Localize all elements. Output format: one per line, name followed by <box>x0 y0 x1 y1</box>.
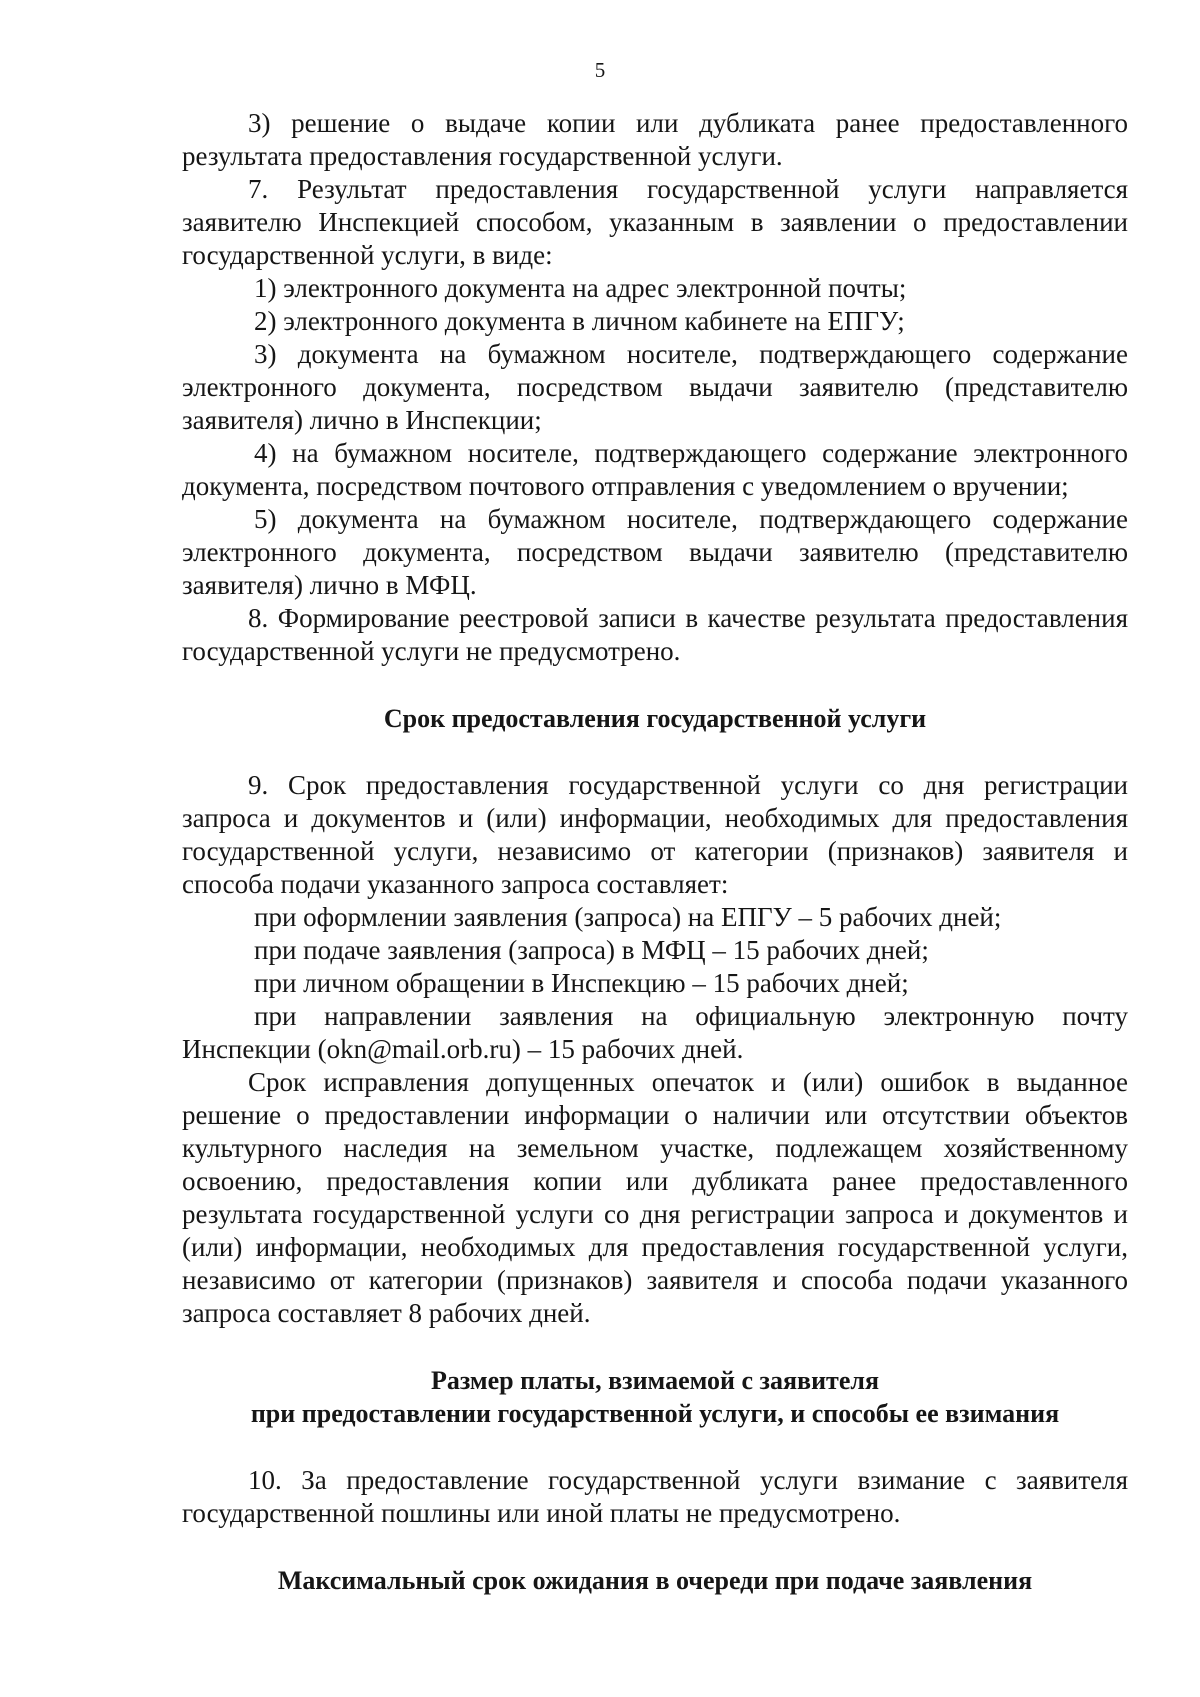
heading-service-term: Срок предоставления государственной услуги <box>383 704 927 733</box>
term-item-email: при направлении заявления на официальную электронную почту Инспекции (okn@mail.orb.ru) – 15 рабочих дней. <box>182 1001 1128 1064</box>
term-item-epgu: при оформлении заявления (запроса) на ЕПГУ – 5 рабочих дней; <box>254 902 1002 932</box>
heading-fee-line1: Размер платы, взимаемой с заявителя <box>430 1366 880 1395</box>
paragraph-7-result: 7. Результат предоставления государственной услуги направляется заявителю Инспекцией способом, указанным в заявлении о предоставлении государственной услуги, в виде: <box>182 174 1128 270</box>
heading-fee-line2: при предоставлении государственной услуги, и способы ее взимания <box>250 1399 1060 1428</box>
list-item-paper-inspection: 3) документа на бумажном носителе, подтверждающего содержание электронного документа, посредством выдачи заявителю (представителю заявителя) лично в Инспекции; <box>182 339 1128 435</box>
paragraph-decision-copy: 3) решение о выдаче копии или дубликата ранее предоставленного результата предоставления государственной услуги. <box>182 108 1128 171</box>
term-item-mfc: при подаче заявления (запроса) в МФЦ – 15 рабочих дней; <box>254 935 929 965</box>
heading-queue-time: Максимальный срок ожидания в очереди при подаче заявления <box>277 1566 1033 1595</box>
document-body <box>182 107 1128 1597</box>
list-item-paper-post: 4) на бумажном носителе, подтверждающего содержание электронного документа, посредством почтового отправления с уведомлением о вручении; <box>182 438 1128 501</box>
paragraph-10-fee: 10. За предоставление государственной услуги взимание с заявителя государственной пошлины или иной платы не предусмотрено. <box>182 1465 1128 1528</box>
heading-fee <box>182 1364 1128 1430</box>
term-item-in-person: при личном обращении в Инспекцию – 15 рабочих дней; <box>254 968 909 998</box>
page-number: 5 <box>594 58 606 82</box>
list-item-paper-mfc: 5) документа на бумажном носителе, подтверждающего содержание электронного документа, посредством выдачи заявителю (представителю заявителя) лично в МФЦ. <box>182 504 1128 600</box>
paragraph-9-term: 9. Срок предоставления государственной услуги со дня регистрации запроса и документов и (или) информации, необходимых для предоставления государственной услуги, независимо от категории (признаков) заявителя и способа подачи указанного запроса составляет: <box>182 770 1128 899</box>
list-item-email: 1) электронного документа на адрес электронной почты; <box>254 273 907 303</box>
paragraph-8-registry: 8. Формирование реестровой записи в качестве результата предоставления государственной услуги не предусмотрено. <box>182 603 1128 666</box>
list-item-epgu: 2) электронного документа в личном кабинете на ЕПГУ; <box>254 306 905 336</box>
paragraph-correction-term: Срок исправления допущенных опечаток и (или) ошибок в выданное решение о предоставлении информации о наличии или отсутствии объектов культурного наследия на земельном участке, подлежащем хозяйственному освоению, предоставления копии или дубликата ранее предоставленного результата государственной услуги со дня регистрации запроса и документов и (или) информации, необходимых для предоставления государственной услуги, независимо от категории (признаков) заявителя и способа подачи указанного запроса составляет 8 рабочих дней. <box>182 1067 1128 1328</box>
